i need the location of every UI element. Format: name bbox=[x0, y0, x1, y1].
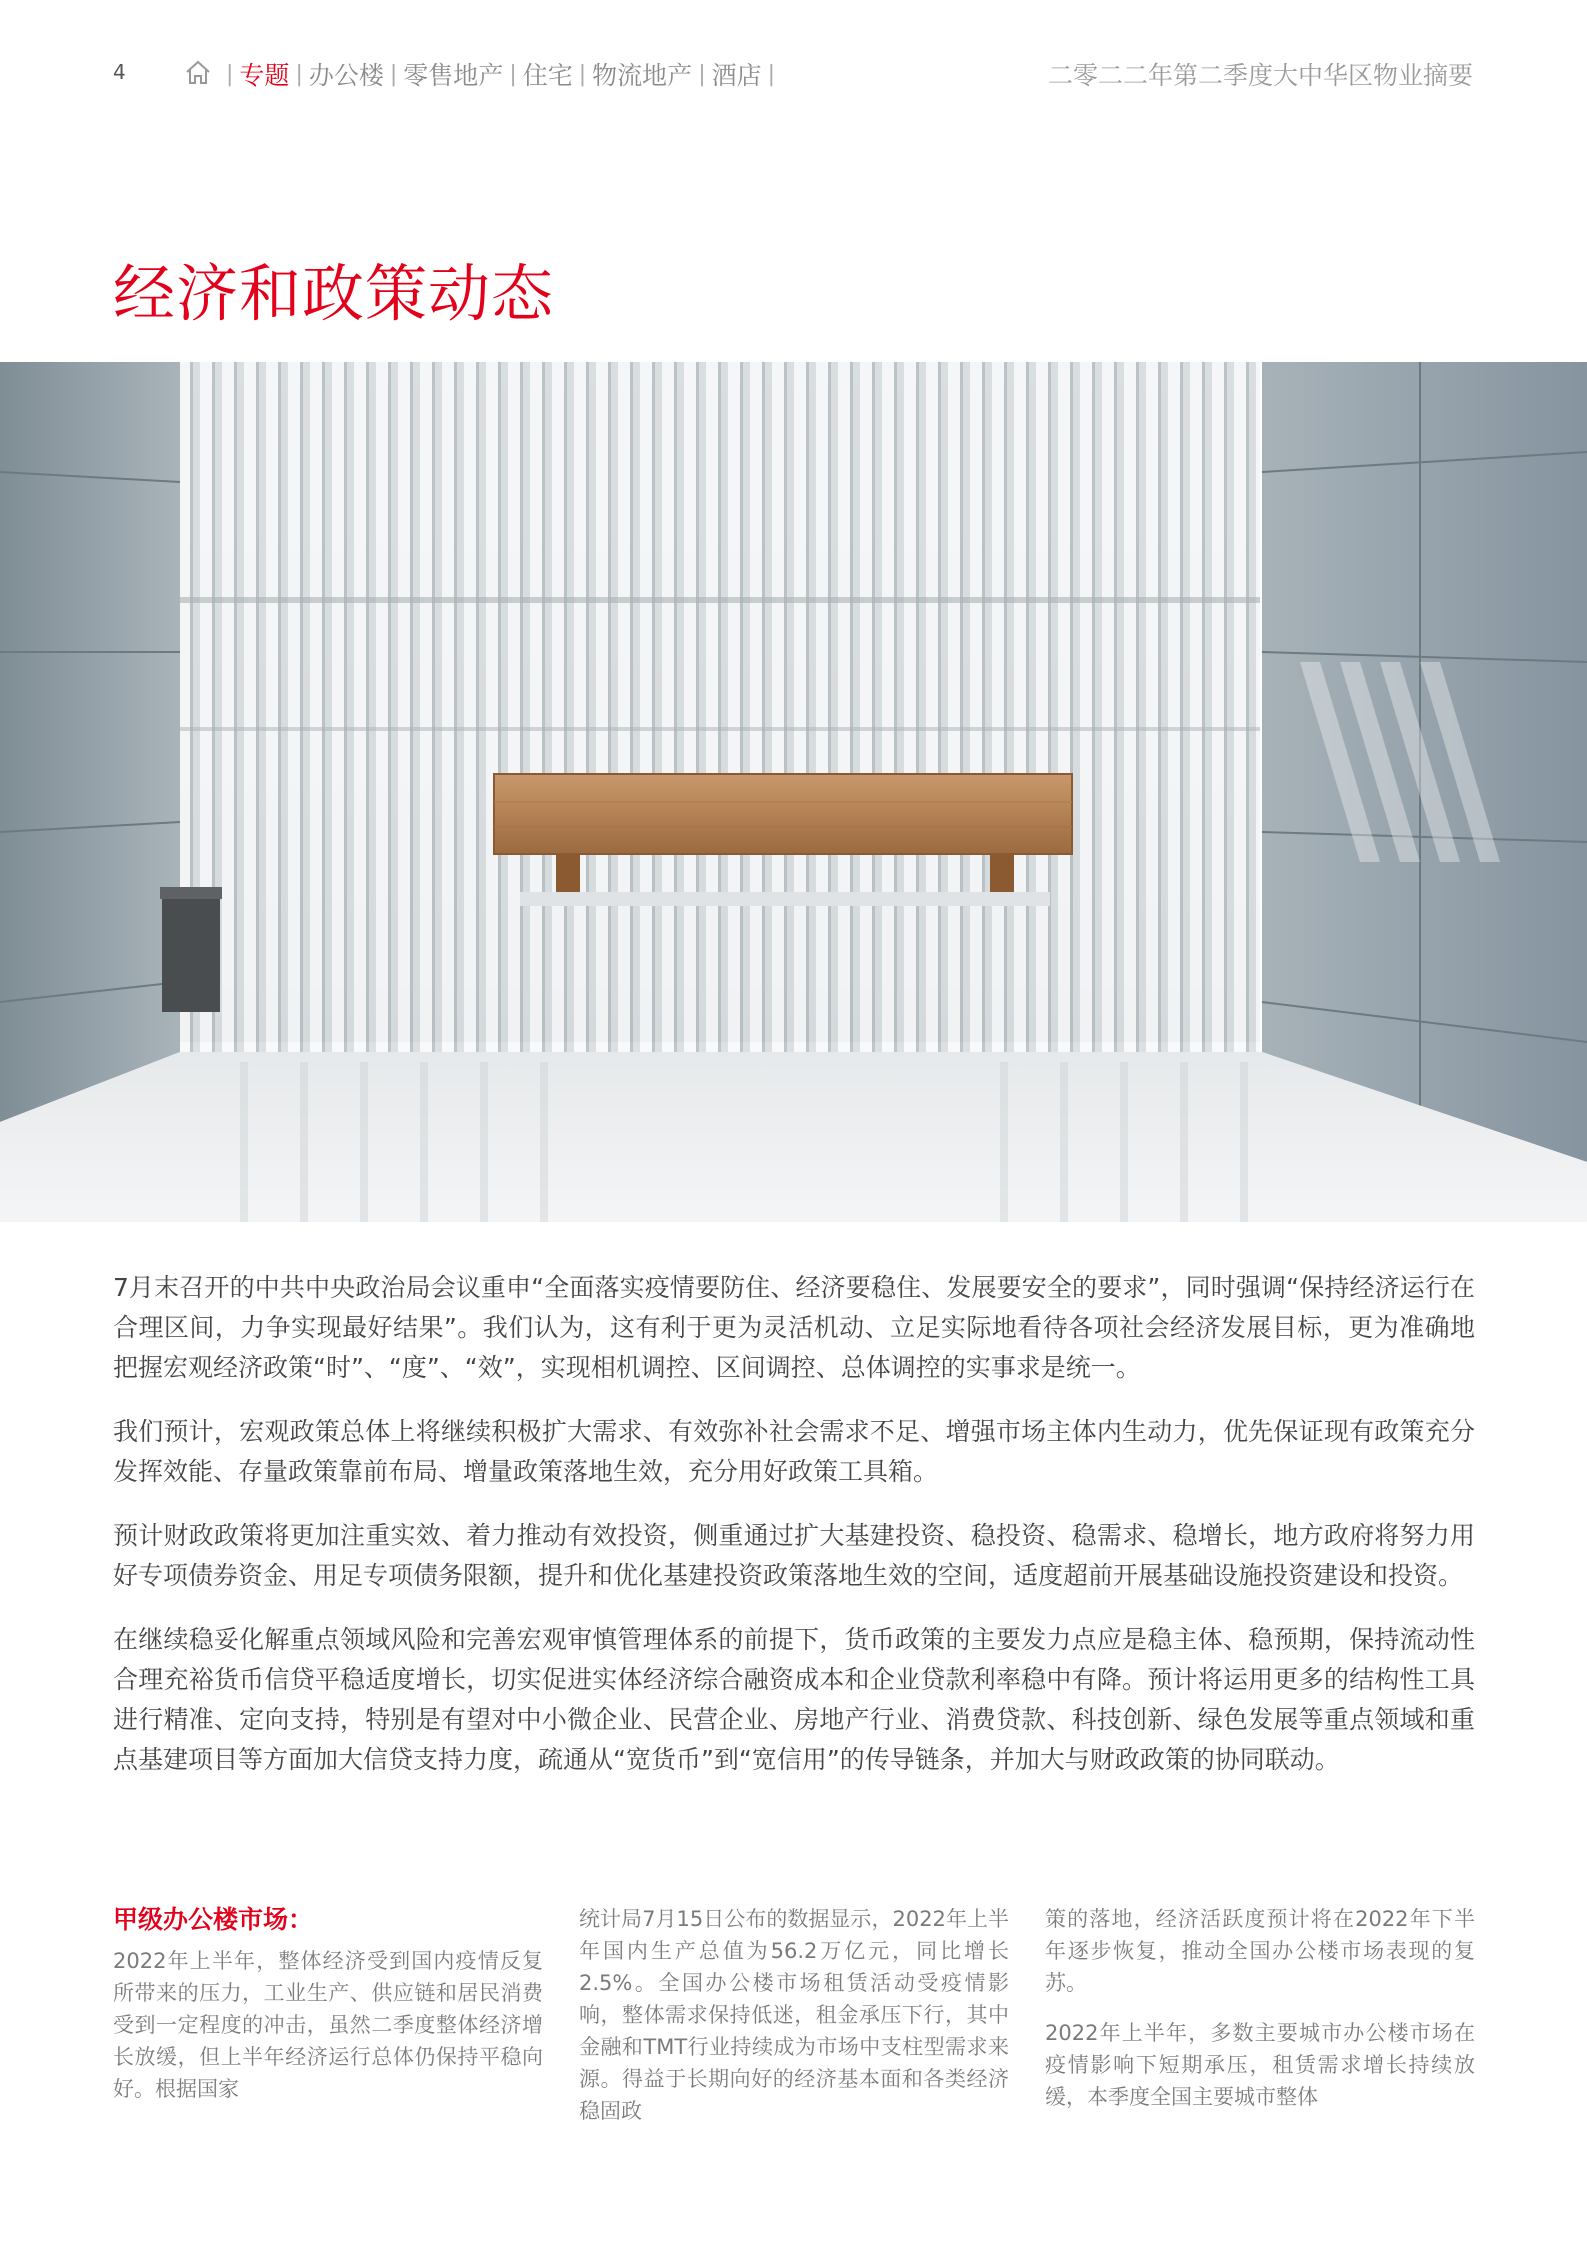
nav-item-feature[interactable]: 专题 bbox=[239, 61, 290, 90]
nav-separator: | bbox=[767, 61, 776, 87]
interior-room-image bbox=[0, 362, 1587, 1222]
column-1 bbox=[113, 1903, 543, 2123]
page-header bbox=[0, 56, 1587, 92]
paragraph-2: 我们预计，宏观政策总体上将继续积极扩大需求、有效弥补社会需求不足、增强市场主体内生动力，优先保证现有政策充分发挥效能、存量政策靠前布局、增量政策落地生效，充分用好政策工具箱。 bbox=[113, 1417, 1475, 1486]
nav-item-office[interactable]: 办公楼 bbox=[308, 61, 384, 90]
nav-item-logistics[interactable]: 物流地产 bbox=[592, 61, 693, 90]
nav-item-retail[interactable]: 零售地产 bbox=[403, 61, 504, 90]
article-body bbox=[113, 1268, 1475, 1804]
paragraph-1: 7月末召开的中共中央政治局会议重申“全面落实疫情要防住、经济要稳住、发展要安全的要求”，同时强调“保持经济运行在合理区间，力争实现最好结果”。我们认为，这有利于更为灵活机动、立足实际地看待各项社会经济发展目标，更为准确地把握宏观经济政策“时”、“度”、“效”，实现相机调控、区间调控、总体调控的实事求是统一。 bbox=[113, 1273, 1475, 1382]
home-icon[interactable] bbox=[184, 58, 212, 86]
paragraph-3: 预计财政政策将更加注重实效、着力推动有效投资，侧重通过扩大基建投资、稳投资、稳需求、稳增长，地方政府将努力用好专项债券资金、用足专项债务限额，提升和优化基建投资政策落地生效的空间，适度超前开展基础设施投资建设和投资。 bbox=[113, 1521, 1475, 1590]
column-3 bbox=[1045, 1903, 1475, 2131]
nav-item-hotel[interactable]: 酒店 bbox=[711, 61, 762, 90]
nav-separator: | bbox=[578, 61, 587, 87]
nav-separator: | bbox=[698, 61, 706, 87]
office-market-heading: 甲级办公楼市场： bbox=[113, 1905, 314, 1934]
report-title: 二零二二年第二季度大中华区物业摘要 bbox=[1047, 61, 1473, 90]
section-nav bbox=[220, 56, 781, 92]
paragraph-4: 在继续稳妥化解重点领域风险和完善宏观审慎管理体系的前提下，货币政策的主要发力点应是稳主体、稳预期，保持流动性合理充裕货币信贷平稳适度增长，切实促进实体经济综合融资成本和企业贷款利率稳中有降。预计将运用更多的结构性工具进行精准、定向支持，特别是有望对中小微企业、民营企业、房地产行业、消费贷款、科技创新、绿色发展等重点领域和重点基建项目等方面加大信贷支持力度，疏通从“宽货币”到“宽信用”的传导链条，并加大与财政政策的协同联动。 bbox=[113, 1625, 1475, 1774]
nav-item-residential[interactable]: 住宅 bbox=[522, 61, 573, 90]
column-1-text: 2022年上半年，整体经济受到国内疫情反复所带来的压力，工业生产、供应链和居民消费受到一定程度的冲击，虽然二季度整体经济增长放缓，但上半年经济运行总体仍保持平稳向好。根据国家 bbox=[113, 1949, 543, 2101]
column-3-text-a: 策的落地，经济活跃度预计将在2022年下半年逐步恢复，推动全国办公楼市场表现的复苏。 bbox=[1045, 1907, 1475, 1995]
office-market-section bbox=[113, 1903, 1475, 2203]
column-3-text-b: 2022年上半年，多数主要城市办公楼市场在疫情影响下短期承压，租赁需求增长持续放缓，本季度全国主要城市整体 bbox=[1045, 2021, 1475, 2109]
nav-separator: | bbox=[295, 61, 303, 87]
section-title: 经济和政策动态 bbox=[113, 257, 555, 330]
nav-separator: | bbox=[389, 61, 398, 87]
hero-photo bbox=[0, 362, 1587, 1222]
nav-separator: | bbox=[509, 61, 517, 87]
nav-separator: | bbox=[226, 61, 234, 87]
column-2-text: 统计局7月15日公布的数据显示，2022年上半年国内生产总值为56.2万亿元，同比增长2.5%。全国办公楼市场租赁活动受疫情影响，整体需求保持低迷，租金承压下行，其中金融和TMT行业持续成为市场中支柱型需求来源。得益于长期向好的经济基本面和各类经济稳固政 bbox=[579, 1907, 1009, 2123]
page-number: 4 bbox=[113, 60, 126, 84]
column-2 bbox=[579, 1903, 1009, 2145]
